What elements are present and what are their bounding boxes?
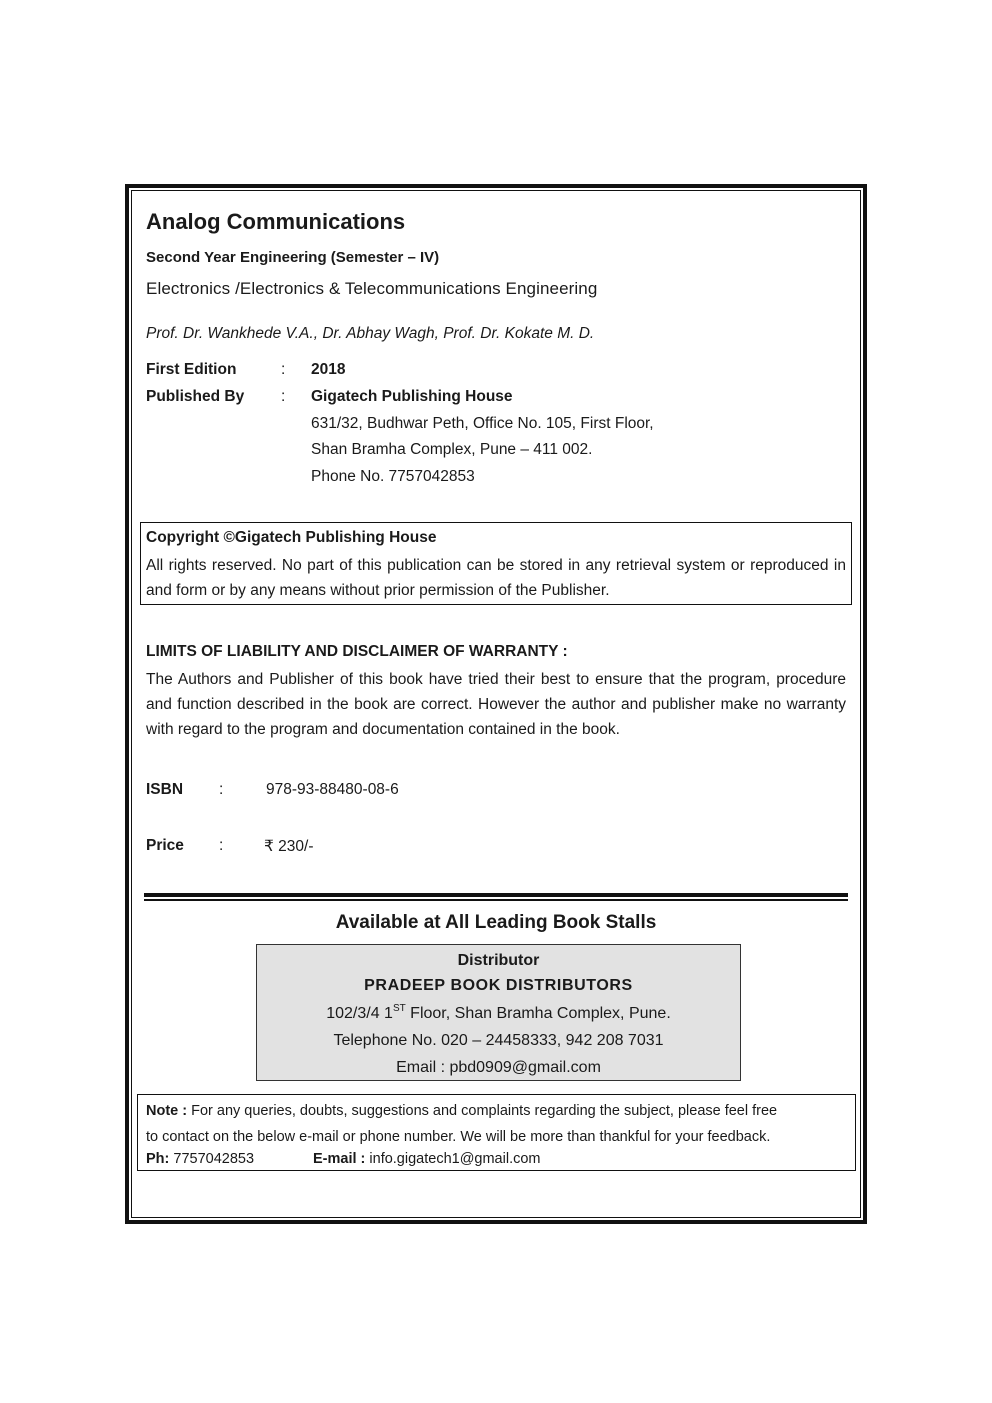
section-divider-thin bbox=[144, 899, 848, 901]
book-subtitle: Second Year Engineering (Semester – IV) bbox=[146, 249, 440, 266]
note-phone-label: Ph: bbox=[146, 1151, 170, 1167]
distributor-address-post: Floor, Shan Bramha Complex, Pune. bbox=[405, 1005, 671, 1022]
note-email-label: E-mail : bbox=[313, 1151, 366, 1167]
edition-value: 2018 bbox=[311, 361, 346, 378]
isbn-label: ISBN bbox=[146, 781, 184, 798]
price-value: ₹ 230/- bbox=[264, 838, 314, 855]
distributor-address bbox=[256, 1005, 741, 1023]
book-authors: Prof. Dr. Wankhede V.A., Dr. Abhay Wagh, Prof. Dr. Kokate M. D. bbox=[146, 325, 595, 342]
note-phone: 7757042853 bbox=[169, 1151, 255, 1167]
note-contact-line bbox=[146, 1151, 254, 1167]
limits-text: The Authors and Publisher of this book have tried their best to ensure that the program, procedure and function described in the book are correct. However the author and publisher make no warranty with regard to the program and documentation contained in the book. bbox=[146, 671, 846, 738]
note-email-line bbox=[313, 1151, 541, 1167]
publisher-label: Published By bbox=[146, 388, 245, 405]
isbn-separator: : bbox=[219, 781, 224, 798]
book-branch: Electronics /Electronics & Telecommunications Engineering bbox=[146, 279, 598, 298]
distributor-email: Email : pbd0909@gmail.com bbox=[396, 1059, 601, 1076]
note-text1: For any queries, doubts, suggestions and complaints regarding the subject, please feel free bbox=[187, 1103, 778, 1119]
book-title: Analog Communications bbox=[146, 209, 406, 234]
section-divider-thick bbox=[144, 893, 848, 897]
edition-label: First Edition bbox=[146, 361, 237, 378]
note-line1 bbox=[146, 1103, 777, 1119]
availability-heading: Available at All Leading Book Stalls bbox=[335, 912, 657, 933]
distributor-address-sup: ST bbox=[392, 1003, 406, 1014]
price-label: Price bbox=[146, 837, 184, 854]
publisher-name: Gigatech Publishing House bbox=[311, 388, 513, 405]
copyright-title: Copyright ©Gigatech Publishing House bbox=[146, 529, 437, 546]
edition-separator: : bbox=[281, 361, 286, 378]
distributor-name: PRADEEP BOOK DISTRIBUTORS bbox=[364, 977, 633, 994]
distributor-label: Distributor bbox=[457, 952, 540, 969]
distributor-address-pre: 102/3/4 1 bbox=[326, 1005, 393, 1022]
publisher-phone: Phone No. 7757042853 bbox=[311, 468, 475, 485]
limits-title: LIMITS OF LIABILITY AND DISCLAIMER OF WARRANTY : bbox=[146, 643, 568, 660]
price-separator: : bbox=[219, 837, 224, 854]
publisher-address-line1: 631/32, Budhwar Peth, Office No. 105, First Floor, bbox=[311, 415, 654, 432]
publisher-separator: : bbox=[281, 388, 286, 405]
copyright-text: All rights reserved. No part of this publication can be stored in any retrieval system or reproduced in and form or by any means without prior permission of the Publisher. bbox=[146, 557, 846, 599]
distributor-telephone: Telephone No. 020 – 24458333, 942 208 7031 bbox=[333, 1032, 664, 1049]
isbn-value: 978-93-88480-08-6 bbox=[266, 781, 399, 798]
note-email: info.gigatech1@gmail.com bbox=[365, 1151, 541, 1167]
publisher-address-line2: Shan Bramha Complex, Pune – 411 002. bbox=[311, 441, 593, 458]
note-label: Note : bbox=[146, 1103, 188, 1119]
note-line2: to contact on the below e-mail or phone number. We will be more than thankful for your feedback. bbox=[146, 1129, 771, 1145]
